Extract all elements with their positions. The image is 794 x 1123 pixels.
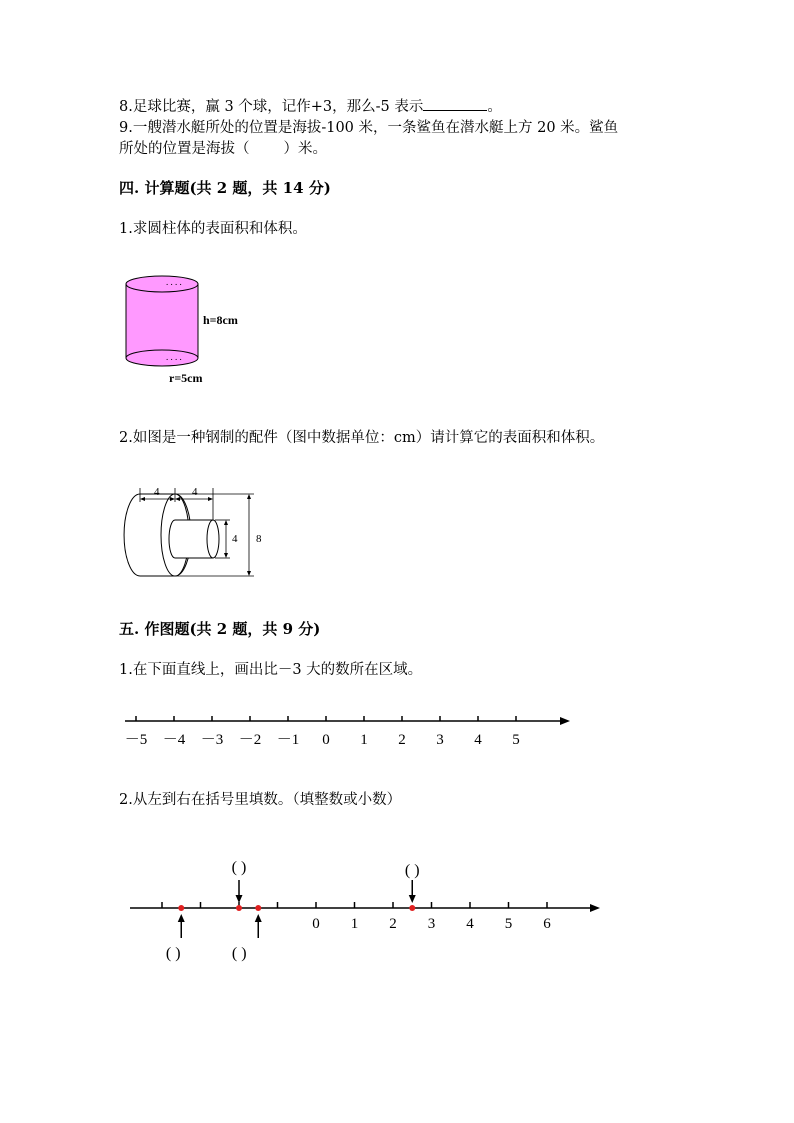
inner-cylinder — [169, 520, 213, 558]
question-9-line1: 9.一艘潜水艇所处的位置是海拔-100 米，一条鲨鱼在潜水艇上方 20 米。鲨鱼 — [119, 120, 619, 136]
cylinder-body — [126, 284, 198, 366]
tick-label: －5 — [124, 732, 148, 748]
dim-inner: 4 — [232, 533, 238, 545]
tick-label: 1 — [350, 916, 359, 932]
tick-label: 5 — [504, 916, 513, 932]
question-9-text: 所处的位置是海拔（ — [119, 141, 250, 157]
tick-label: －1 — [276, 732, 300, 748]
arrow-head — [409, 895, 416, 903]
answer-paren[interactable]: ( ) — [404, 862, 420, 879]
dim-top-left: 4 — [154, 486, 160, 498]
fitting-figure — [118, 480, 278, 585]
tick-label: 3 — [427, 916, 436, 932]
question-5-1: 1.在下面直线上，画出比－3 大的数所在区域。 — [119, 662, 423, 678]
dim-top-right: 4 — [192, 486, 198, 498]
number-line-2[interactable] — [120, 850, 610, 975]
top-dots: . . . . — [166, 277, 182, 287]
question-8 — [119, 96, 502, 117]
question-9-end: ）米。 — [283, 141, 327, 157]
bottom-dots: . . . . — [166, 352, 182, 362]
tick-label: －2 — [238, 732, 262, 748]
height-label: h=8cm — [203, 313, 238, 327]
answer-blank[interactable] — [423, 96, 487, 111]
tick-label: 1 — [360, 732, 368, 748]
question-8-end: 。 — [487, 99, 502, 115]
answer-paren[interactable]: ( ) — [231, 859, 247, 876]
tick-label: 0 — [322, 732, 330, 748]
section-4-title: 四. 计算题(共 2 题，共 14 分) — [119, 179, 331, 197]
arrow-head — [236, 895, 243, 903]
radius-label: r=5cm — [169, 371, 203, 385]
arrow-head — [178, 914, 185, 922]
answer-paren[interactable]: ( ) — [231, 945, 247, 962]
cylinder-top — [126, 276, 198, 292]
arrow-head — [255, 914, 262, 922]
section-5-title: 五. 作图题(共 2 题，共 9 分) — [119, 620, 321, 638]
inner-face — [207, 520, 219, 558]
tick-label: －3 — [200, 732, 224, 748]
number-line-1[interactable] — [110, 705, 580, 755]
answer-paren[interactable]: ( ) — [165, 945, 181, 962]
cylinder-figure — [110, 268, 270, 393]
tick-label: 2 — [398, 732, 406, 748]
marked-point — [255, 905, 261, 911]
tick-label: 3 — [436, 732, 444, 748]
tick-label: 5 — [512, 732, 520, 748]
marked-point — [236, 905, 242, 911]
question-9-line2 — [119, 139, 327, 159]
marked-point — [409, 905, 415, 911]
tick-label: 2 — [389, 916, 397, 932]
marked-point — [178, 905, 184, 911]
tick-label: 0 — [312, 916, 320, 932]
tick-label: 6 — [543, 916, 551, 932]
tick-label: 4 — [474, 732, 482, 748]
tick-label: 4 — [466, 916, 474, 932]
tick-label: －4 — [162, 732, 186, 748]
question-8-text: 8.足球比赛，赢 3 个球，记作+3，那么-5 表示 — [119, 99, 424, 115]
dim-outer: 8 — [256, 533, 262, 545]
question-4-2: 2.如图是一种钢制的配件（图中数据单位：cm）请计算它的表面积和体积。 — [119, 430, 605, 446]
question-4-1: 1.求圆柱体的表面积和体积。 — [119, 221, 307, 237]
question-5-2: 2.从左到右在括号里填数。（填整数或小数） — [119, 792, 402, 808]
